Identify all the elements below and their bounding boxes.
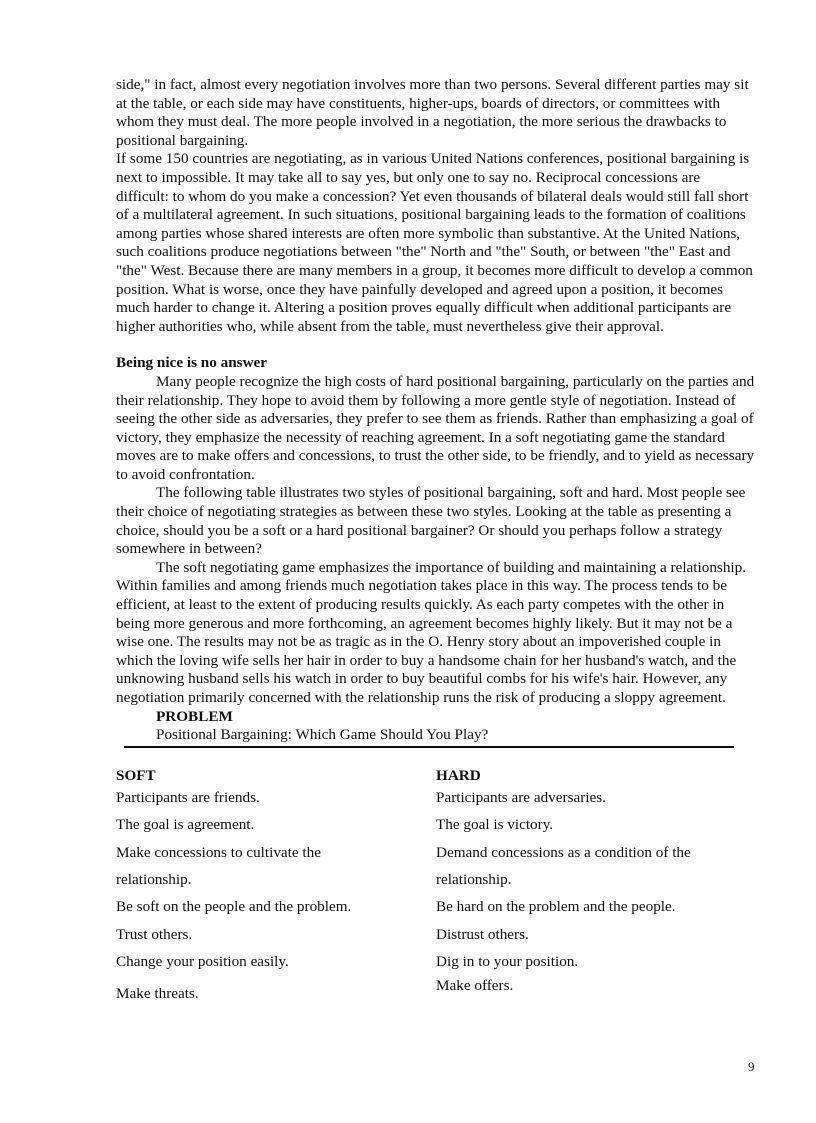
hard-column xyxy=(436,767,756,1007)
table-cell: Be soft on the people and the problem. xyxy=(116,898,352,916)
table-cell: Participants are adversaries. xyxy=(436,788,606,806)
table-cell: Make threats. xyxy=(116,984,199,1002)
table-cell: Make offers. xyxy=(436,976,514,994)
table-cell: The goal is victory. xyxy=(436,816,554,834)
section-heading: Being nice is no answer xyxy=(116,354,268,372)
divider-rule xyxy=(124,746,734,748)
problem-label: PROBLEM xyxy=(156,707,233,725)
table-cell: Change your position easily. xyxy=(116,953,289,971)
table-cell: Demand concessions as a condition of the xyxy=(436,843,691,861)
hard-column-header: HARD xyxy=(436,766,481,784)
table-cell: Participants are friends. xyxy=(116,788,260,806)
soft-column-header: SOFT xyxy=(116,766,156,784)
table-cell: The goal is agreement. xyxy=(116,816,255,834)
soft-column xyxy=(116,767,436,1007)
paragraph-soft-style: Many people recognize the high costs of hard positional bargaining, particularly on the parties and their relationship. They hope to avoid them by following a more gentle style of negotiation. Instead of seeing the other side as adversaries, they prefer to see them as friends. Rather than emphasizing a goal of victory, they emphasize the necessity of reaching agreement. In a soft negotiating game the standard moves are to make offers and concessions, to trust the other side, to be friendly, and to yield as necessary to avoid confrontation. xyxy=(116,372,755,483)
table-cell: Make concessions to cultivate the xyxy=(116,843,321,861)
paragraph-table-intro: The following table illustrates two styles of positional bargaining, soft and hard. Most people see their choice of negotiating strategies as between these two styles. Looking at the table as presenting a choice, should you be a soft or a hard positional bargainer? Or should you perhaps follow a strategy somewhere in between? xyxy=(116,484,746,558)
problem-subtitle: Positional Bargaining: Which Game Should You Play? xyxy=(156,726,489,744)
comparison-table xyxy=(116,767,756,1007)
table-cell: Dig in to your position. xyxy=(436,953,579,971)
paragraph-soft-game: The soft negotiating game emphasizes the importance of building and maintaining a relationship. Within families and among friends much negotiation takes place in this way. The process tends to be efficient, at least to the extent of producing results quickly. As each party competes with the other in being more generous and more forthcoming, an agreement becomes highly likely. But it may not be a wise one. The results may not be as tragic as in the O. Henry story about an impoverished couple in which the loving wife sells her hair in order to buy a handsome chain for her husband's watch, and the unknowing husband sells his watch in order to buy beautiful combs for his wife's hair. However, any negotiation primarily concerned with the relationship runs the risk of producing a sloppy agreement. xyxy=(116,558,747,706)
paragraph-continued: side," in fact, almost every negotiation involves more than two persons. Several different parties may sit at the table, or each side may have constituents, higher-ups, boards of directors, or committees with whom they must deal. The more people involved in a negotiation, the more serious the drawbacks to positional bargaining. xyxy=(116,76,749,149)
table-cell: Distrust others. xyxy=(436,925,529,943)
table-cell: Be hard on the problem and the people. xyxy=(436,898,676,916)
page-number: 9 xyxy=(748,1059,755,1074)
paragraph-un-example: If some 150 countries are negotiating, as in various United Nations conferences, positional bargaining is next to impossible. It may take all to say yes, but only one to say no. Reciprocal concessions are difficult: to whom do you make a concession? Yet even thousands of bilateral deals would still fall short of a multilateral agreement. In such situations, positional bargaining leads to the formation of coalitions among parties whose shared interests are often more symbolic than substantive. At the United Nations, such coalitions produce negotiations between "the" North and "the" South, or between "the" East and "the" West. Because there are many members in a group, it becomes more difficult to develop a common position. What is worse, once they have painfully developed and agreed upon a position, it becomes much harder to change it. Altering a position proves equally difficult when additional participants are higher authorities who, while absent from the table, must nevertheless give their approval. xyxy=(116,150,753,335)
table-cell: relationship. xyxy=(116,871,192,888)
table-cell: Trust others. xyxy=(116,925,193,943)
table-cell: relationship. xyxy=(436,871,512,888)
page-content xyxy=(116,76,756,1007)
